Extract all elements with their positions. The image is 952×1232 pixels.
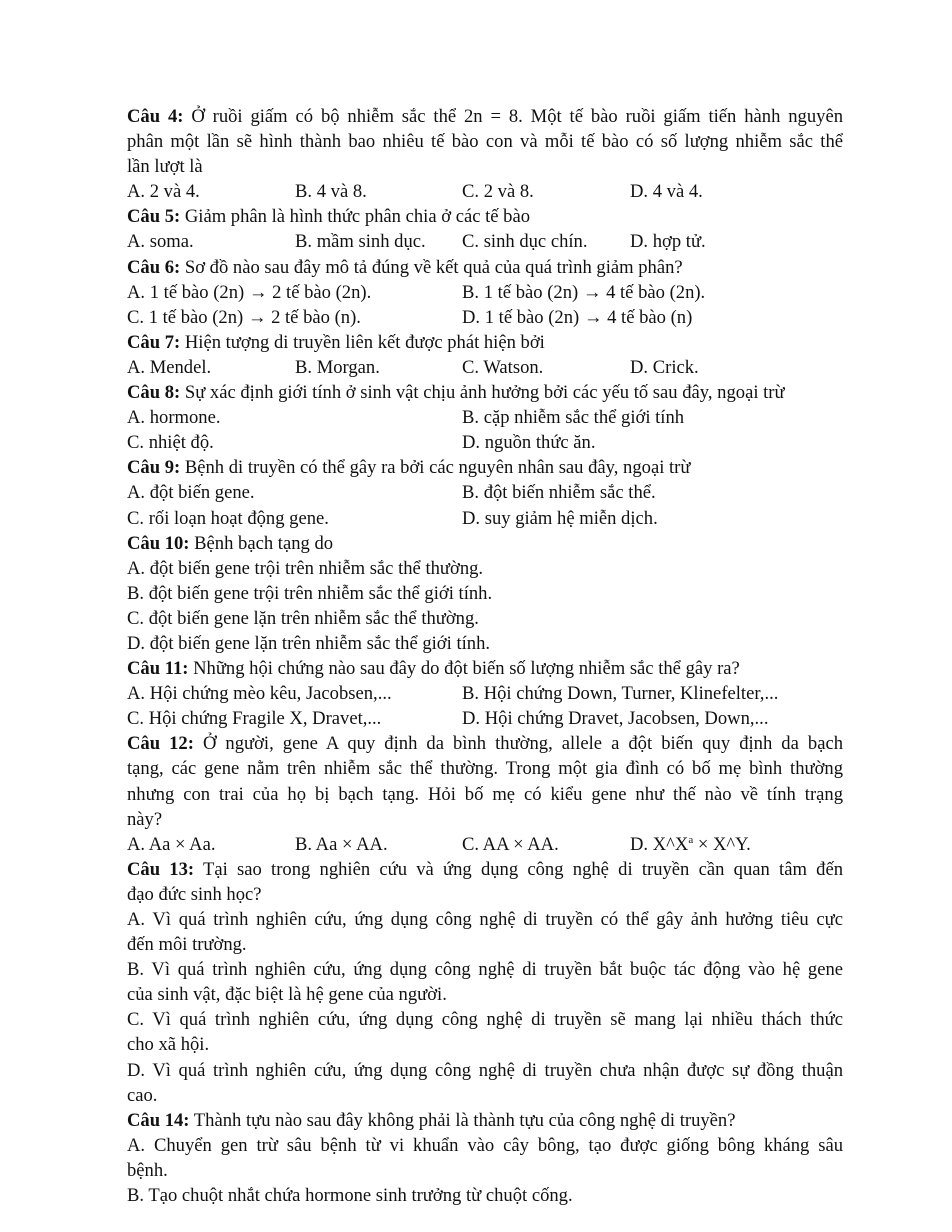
option-d: D. đột biến gene lặn trên nhiễm sắc thể giới tính. (127, 632, 491, 654)
option-a: A. Aa × Aa. (127, 833, 216, 855)
question-11-number: Câu 11: (127, 658, 189, 680)
question-8 (127, 380, 843, 455)
option-a: A. Hội chứng mèo kêu, Jacobsen,... (127, 683, 392, 705)
question-6-stem: Câu 6: Sơ đồ nào sau đây mô tả đúng về kết quả của quá trình giảm phân? (127, 256, 683, 278)
option-c-cont: cho xã hội. (127, 1034, 210, 1056)
option-b: B. 4 và 8. (295, 181, 367, 203)
question-4-number: Câu 4: (127, 106, 184, 127)
superscript-a: a (688, 833, 694, 846)
option-b: B. mầm sinh dục. (295, 231, 426, 253)
option-a: A. Mendel. (127, 356, 212, 378)
option-a: A. đột biến gene trội trên nhiễm sắc thể thường. (127, 557, 484, 579)
option-b: B. Morgan. (295, 356, 380, 378)
option-d-cont: cao. (127, 1084, 158, 1106)
option-d: D. suy giảm hệ miễn dịch. (462, 507, 658, 529)
option-d: D. hợp tử. (630, 231, 706, 253)
question-7-number: Câu 7: (127, 331, 181, 353)
question-11-options-row-2 (127, 706, 843, 731)
option-a: A. soma. (127, 231, 194, 253)
question-5 (127, 204, 843, 254)
question-8-options-row-2 (127, 430, 843, 455)
question-9-options-row-2 (127, 506, 843, 531)
option-a: A. Vì quá trình nghiên cứu, ứng dụng công nghệ di truyền có thể gây ảnh hưởng tiêu cực (127, 909, 843, 930)
option-d: D. nguồn thức ăn. (462, 432, 596, 454)
option-b: B. đột biến gene trội trên nhiễm sắc thể giới tính. (127, 582, 493, 604)
question-11-stem: Câu 11: Những hội chứng nào sau đây do đột biến số lượng nhiễm sắc thể gây ra? (127, 658, 740, 680)
question-6-options-row-2 (127, 305, 843, 330)
question-10-stem: Câu 10: Bệnh bạch tạng do (127, 532, 334, 554)
option-b: B. Vì quá trình nghiên cứu, ứng dụng công nghệ di truyền bắt buộc tác động vào hệ gene (127, 959, 843, 981)
question-4-line-2: phân một lần sẽ hình thành bao nhiêu tế bào con và mỗi tế bào có số lượng nhiễm sắc thể (127, 131, 843, 153)
option-b: B. cặp nhiễm sắc thể giới tính (462, 407, 685, 429)
question-13-line-1: Câu 13: Tại sao trong nghiên cứu và ứng dụng công nghệ di truyền cần quan tâm đến (127, 858, 843, 880)
option-d: D. Hội chứng Dravet, Jacobsen, Down,... (462, 708, 769, 730)
question-4-line-1: Câu 4: Ở ruồi giấm có bộ nhiễm sắc thể 2n = 8. Một tế bào ruồi giấm tiến hành nguyên (127, 106, 843, 127)
question-5-number: Câu 5: (127, 206, 181, 228)
option-c: C. đột biến gene lặn trên nhiễm sắc thể thường. (127, 607, 479, 629)
question-12-line-4: này? (127, 808, 163, 830)
question-9-number: Câu 9: (127, 457, 181, 479)
question-12-options (127, 832, 843, 857)
question-6 (127, 255, 843, 330)
option-a: A. hormone. (127, 407, 221, 429)
question-13-line-2: đạo đức sinh học? (127, 883, 262, 905)
question-4-line-3: lần lượt là (127, 156, 203, 178)
option-d: D. $X\^{}X^a$ × X^Y. (630, 833, 751, 855)
option-c: C. AA × AA. (462, 833, 559, 855)
option-a: A. 2 và 4. (127, 181, 200, 203)
option-c: C. rối loạn hoạt động gene. (127, 507, 329, 529)
question-7-options (127, 355, 843, 380)
question-12-line-1: Câu 12: Ở người, gene A quy định da bình thường, allele a đột biến quy định da bạch (127, 733, 843, 755)
option-a: A. đột biến gene. (127, 482, 255, 504)
question-14-stem: Câu 14: Thành tựu nào sau đây không phải là thành tựu của công nghệ di truyền? (127, 1109, 736, 1131)
option-b: B. đột biến nhiễm sắc thể. (462, 482, 656, 504)
option-b: B. Tạo chuột nhắt chứa hormone sinh trưởng từ chuột cống. (127, 1185, 573, 1207)
question-5-stem: Câu 5: Giảm phân là hình thức phân chia ở các tế bào (127, 206, 531, 228)
question-11 (127, 656, 843, 731)
question-14-number: Câu 14: (127, 1109, 190, 1131)
option-a: A. Chuyển gen trừ sâu bệnh từ vi khuẩn vào cây bông, tạo được giống bông kháng sâu (127, 1134, 843, 1156)
question-9 (127, 455, 843, 530)
option-c: C. Vì quá trình nghiên cứu, ứng dụng công nghệ di truyền sẽ mang lại nhiều thách thức (127, 1009, 843, 1031)
question-12-line-3: nhưng con trai của họ bị bạch tạng. Hỏi bố mẹ có kiểu gene như thế nào về tính trạng (127, 783, 843, 805)
option-d: D. Crick. (630, 356, 699, 378)
question-6-options-row-1 (127, 280, 843, 305)
option-c: C. sinh dục chín. (462, 231, 588, 253)
question-4-options (127, 179, 843, 204)
question-5-options (127, 229, 843, 254)
question-10-number: Câu 10: (127, 532, 190, 554)
question-14 (127, 1108, 843, 1208)
question-7-stem: Câu 7: Hiện tượng di truyền liên kết được phát hiện bởi (127, 331, 545, 353)
question-10 (127, 531, 843, 656)
option-d: D. 4 và 4. (630, 181, 703, 203)
option-a-cont: bệnh. (127, 1159, 168, 1181)
option-c: C. Hội chứng Fragile X, Dravet,... (127, 708, 382, 730)
question-11-options-row-1 (127, 681, 843, 706)
question-13 (127, 857, 843, 1108)
question-9-stem: Câu 9: Bệnh di truyền có thể gây ra bởi các nguyên nhân sau đây, ngoại trừ (127, 457, 691, 479)
option-a-cont: đến môi trường. (127, 934, 247, 956)
option-d: D. 1 tế bào (2n) → 4 tế bào (n) (462, 306, 693, 328)
option-d: D. Vì quá trình nghiên cứu, ứng dụng công nghệ di truyền chưa nhận được sự đồng thuận (127, 1059, 843, 1081)
question-4 (127, 104, 843, 204)
option-b: B. Aa × AA. (295, 833, 388, 855)
question-8-number: Câu 8: (127, 382, 181, 404)
option-a: A. 1 tế bào (2n) → 2 tế bào (2n). (127, 281, 372, 303)
option-c: C. Watson. (462, 356, 544, 378)
question-7 (127, 330, 843, 380)
question-12-number: Câu 12: (127, 733, 194, 755)
option-c: C. 2 và 8. (462, 181, 534, 203)
question-6-number: Câu 6: (127, 256, 181, 278)
question-9-options-row-1 (127, 480, 843, 505)
question-12-line-2: tạng, các gene nằm trên nhiễm sắc thể thường. Trong một gia đình có bố mẹ bình thường (127, 758, 843, 780)
exam-page (127, 104, 843, 1208)
option-b: B. 1 tế bào (2n) → 4 tế bào (2n). (462, 281, 706, 303)
question-8-options-row-1 (127, 405, 843, 430)
question-13-number: Câu 13: (127, 858, 195, 880)
question-8-stem: Câu 8: Sự xác định giới tính ở sinh vật chịu ảnh hưởng bởi các yếu tố sau đây, ngoại trừ (127, 382, 785, 404)
question-12 (127, 731, 843, 856)
option-c: C. nhiệt độ. (127, 432, 214, 454)
option-b-cont: của sinh vật, đặc biệt là hệ gene của người. (127, 984, 447, 1006)
option-b: B. Hội chứng Down, Turner, Klinefelter,... (462, 683, 779, 705)
option-c: C. 1 tế bào (2n) → 2 tế bào (n). (127, 306, 361, 328)
